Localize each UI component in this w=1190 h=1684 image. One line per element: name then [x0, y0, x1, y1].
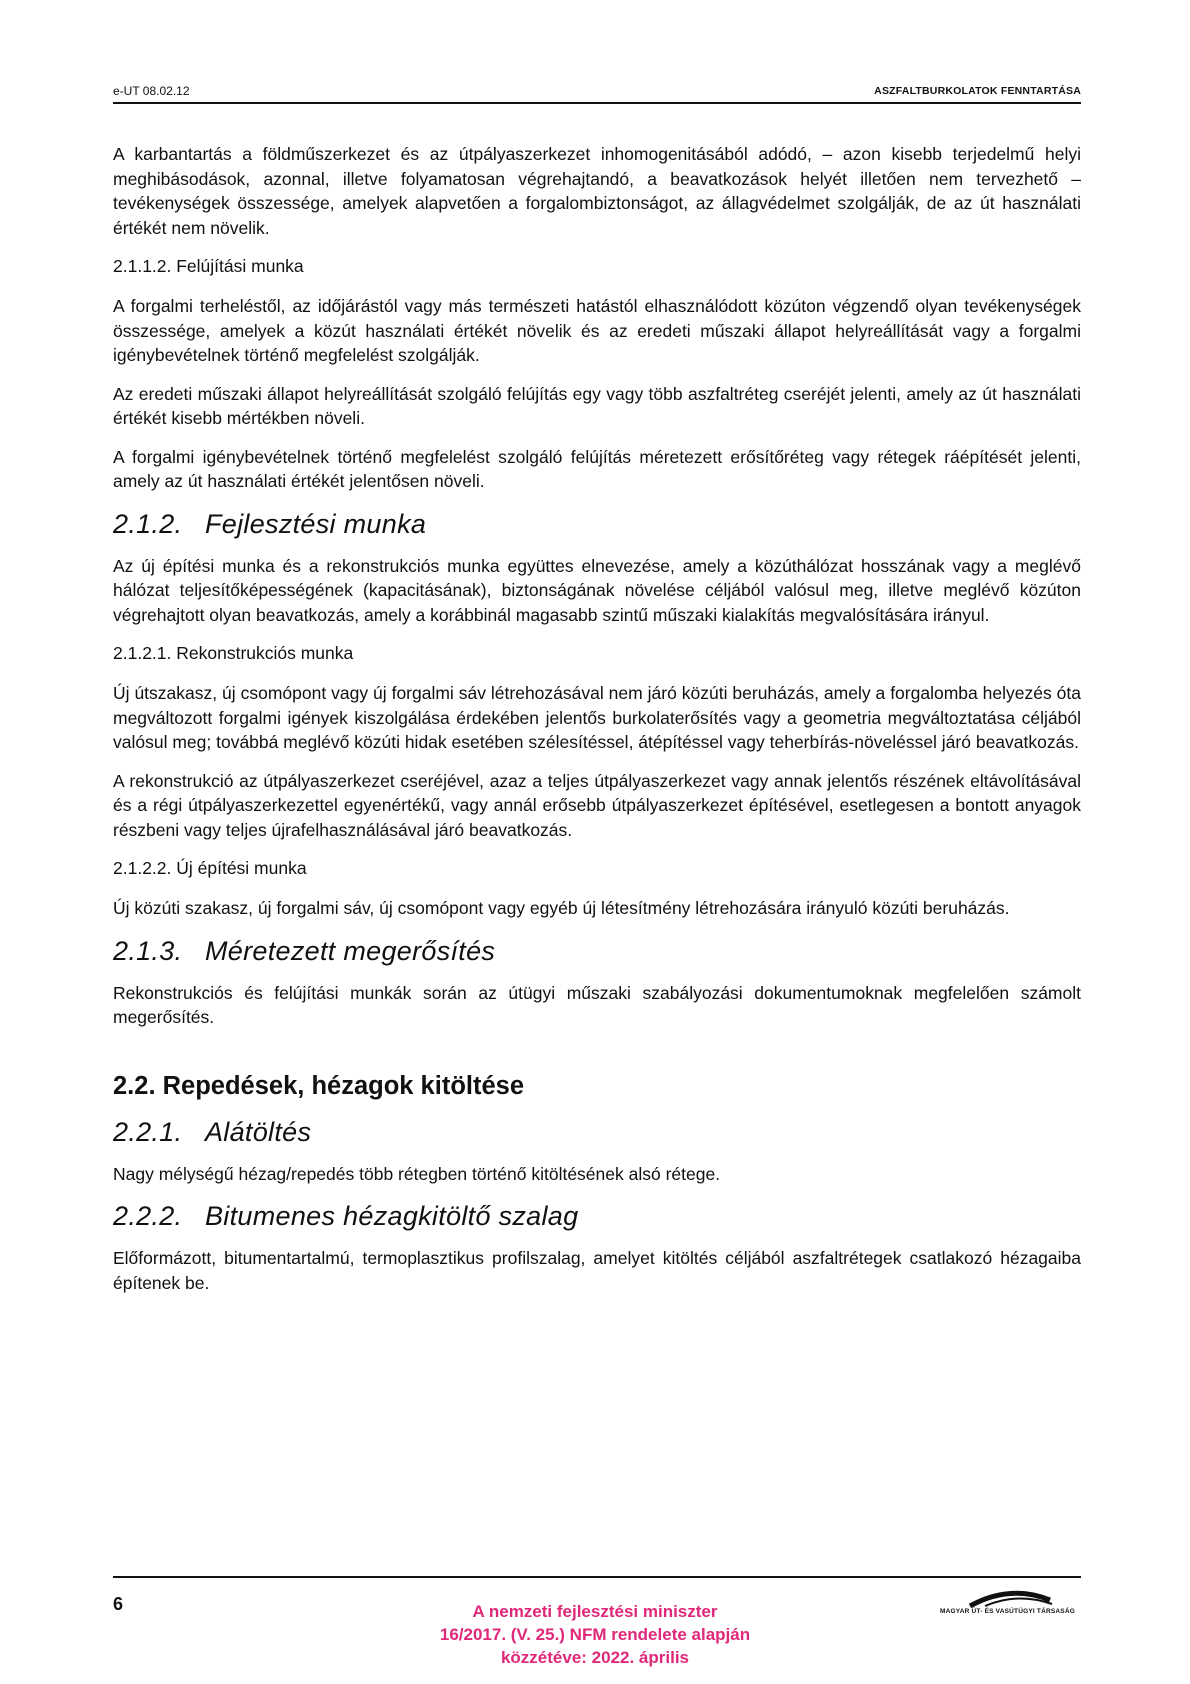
heading-2-1-2-title: Fejlesztési munka [205, 508, 427, 539]
document-title: ASZFALTBURKOLATOK FENNTARTÁSA [874, 85, 1081, 97]
paragraph-2-1-2-1-a: Új útszakasz, új csomópont vagy új forgalmi sáv létrehozásával nem járó közúti beruházás, amely a forgalomba helyezés óta megváltozott forgalmi igények kiszolgálása érdekében jelentős burkolaterősítés vagy a geometria megváltoztatása céljából valósul meg; továbbá meglévő közúti hidak esetében szélesítéssel, átépítéssel vagy teherbírás-növeléssel járó beavatkozás. [113, 683, 1081, 752]
page-header [113, 84, 1081, 104]
document-body [113, 142, 1081, 1309]
heading-2-2-2 [113, 1200, 1081, 1232]
paragraph-2-1-2: Az új építési munka és a rekonstrukciós munka együttes elnevezése, amely a közúthálózat hosszának vagy a meglévő hálózat teljesítőképességének (kapacitásának), biztonságának növelése céljából valósul meg, illetve meglévő közúton végrehajtott olyan beavatkozás, amely a korábbinál magasabb szintű műszaki kialakítás megvalósítására irányul. [113, 555, 1081, 625]
paragraph-maintenance: A karbantartás a földműszerkezet és az útpályaszerkezet inhomogenitásából adódó, – azon kisebb terjedelmű helyi meghibásodások, azonnal, illetve folyamatosan végrehajtandó, a beavatkozások helyét illetően nem tervezhető – tevékenységek összessége, amelyek alapvetően a forgalombiztonságot, az állagvédelmet szolgálják, de az út használati értékét nem növelik. [113, 144, 1081, 238]
page-number: 6 [113, 1594, 124, 1614]
footer-divider [113, 1576, 1081, 1578]
paragraph-2-1-3: Rekonstrukciós és felújítási munkák során az útügyi műszaki szabályozási dokumentumoknak megfelelően számolt megerősítés. [113, 982, 1081, 1027]
publication-note-line-3: közzétéve: 2022. április [500, 1648, 690, 1667]
document-code: e-UT 08.02.12 [113, 84, 190, 98]
logo-text: MAGYAR ÚT- ÉS VASÚTÜGYI TÁRSASÁG [940, 1608, 1075, 1615]
publication-note-line-2: 16/2017. (V. 25.) NFM rendelete alapján [439, 1625, 751, 1644]
heading-2-2: 2.2. Repedések, hézagok kitöltése [113, 1071, 525, 1100]
heading-2-1-2-number: 2.1.2. [113, 508, 183, 539]
heading-2-2-1-title: Alátöltés [205, 1116, 312, 1147]
paragraph-2-2-1: Nagy mélységű hézag/repedés több rétegben történő kitöltésének alsó rétege. [113, 1163, 721, 1184]
heading-2-2-2-number: 2.2.2. [113, 1201, 183, 1231]
heading-2-1-1-2: 2.1.1.2. Felújítási munka [113, 256, 304, 276]
heading-2-1-2-2: 2.1.2.2. Új építési munka [113, 858, 307, 878]
society-logo [940, 1586, 1082, 1622]
paragraph-2-1-1-2-b: Az eredeti műszaki állapot helyreállítását szolgáló felújítás egy vagy több aszfaltréteg cseréjét jelenti, amely az út használati értékét kisebb mértékben növeli. [113, 383, 1081, 428]
paragraph-2-1-1-2-c: A forgalmi igénybevételnek történő megfelelést szolgáló felújítás méretezett erősítőréteg vagy rétegek ráépítését jelenti, amely az út használati értékét jelentősen növeli. [113, 446, 1081, 491]
heading-2-1-2-1: 2.1.2.1. Rekonstrukciós munka [113, 643, 354, 663]
heading-2-1-3-title: Méretezett megerősítés [205, 935, 496, 966]
heading-2-2-1 [113, 1116, 1081, 1148]
publication-note [395, 1600, 795, 1669]
publication-note-line-1: A nemzeti fejlesztési miniszter [472, 1602, 718, 1621]
paragraph-2-2-2: Előformázott, bitumentartalmú, termoplasztikus profilszalag, amelyet kitöltés céljából aszfaltrétegek csatlakozó hézagaiba építenek be. [113, 1248, 1081, 1293]
paragraph-2-1-1-2-a: A forgalmi terheléstől, az időjárástól vagy más természeti hatástól elhasználódott közúton végzendő olyan tevékenységek összessége, amelyek a közút használati értékét növelik és az eredeti műszaki állapot helyreállítását vagy a forgalmi igénybevételnek történő megfelelést szolgálják. [113, 296, 1081, 365]
heading-2-1-2 [113, 508, 1081, 540]
paragraph-2-1-2-1-b: A rekonstrukció az útpályaszerkezet cseréjével, azaz a teljes útpályaszerkezet vagy annak jelentős részének eltávolításával és a régi útpályaszerkezettel egyenértékű, vagy annál erősebb útpályaszerkezet építésével, esetlegesen a bontott anyagok részbeni vagy teljes újrafelhasználásával járó beavatkozás. [113, 770, 1081, 840]
heading-2-2-2-title: Bitumenes hézagkitöltő szalag [205, 1201, 579, 1231]
road-arc-icon [940, 1586, 1082, 1608]
heading-2-2-1-number: 2.2.1. [113, 1116, 183, 1147]
heading-2-1-3-number: 2.1.3. [113, 935, 183, 966]
paragraph-2-1-2-2: Új közúti szakasz, új forgalmi sáv, új csomópont vagy egyéb új létesítmény létrehozására irányuló közúti beruházás. [113, 898, 1010, 918]
heading-2-1-3 [113, 935, 1081, 967]
